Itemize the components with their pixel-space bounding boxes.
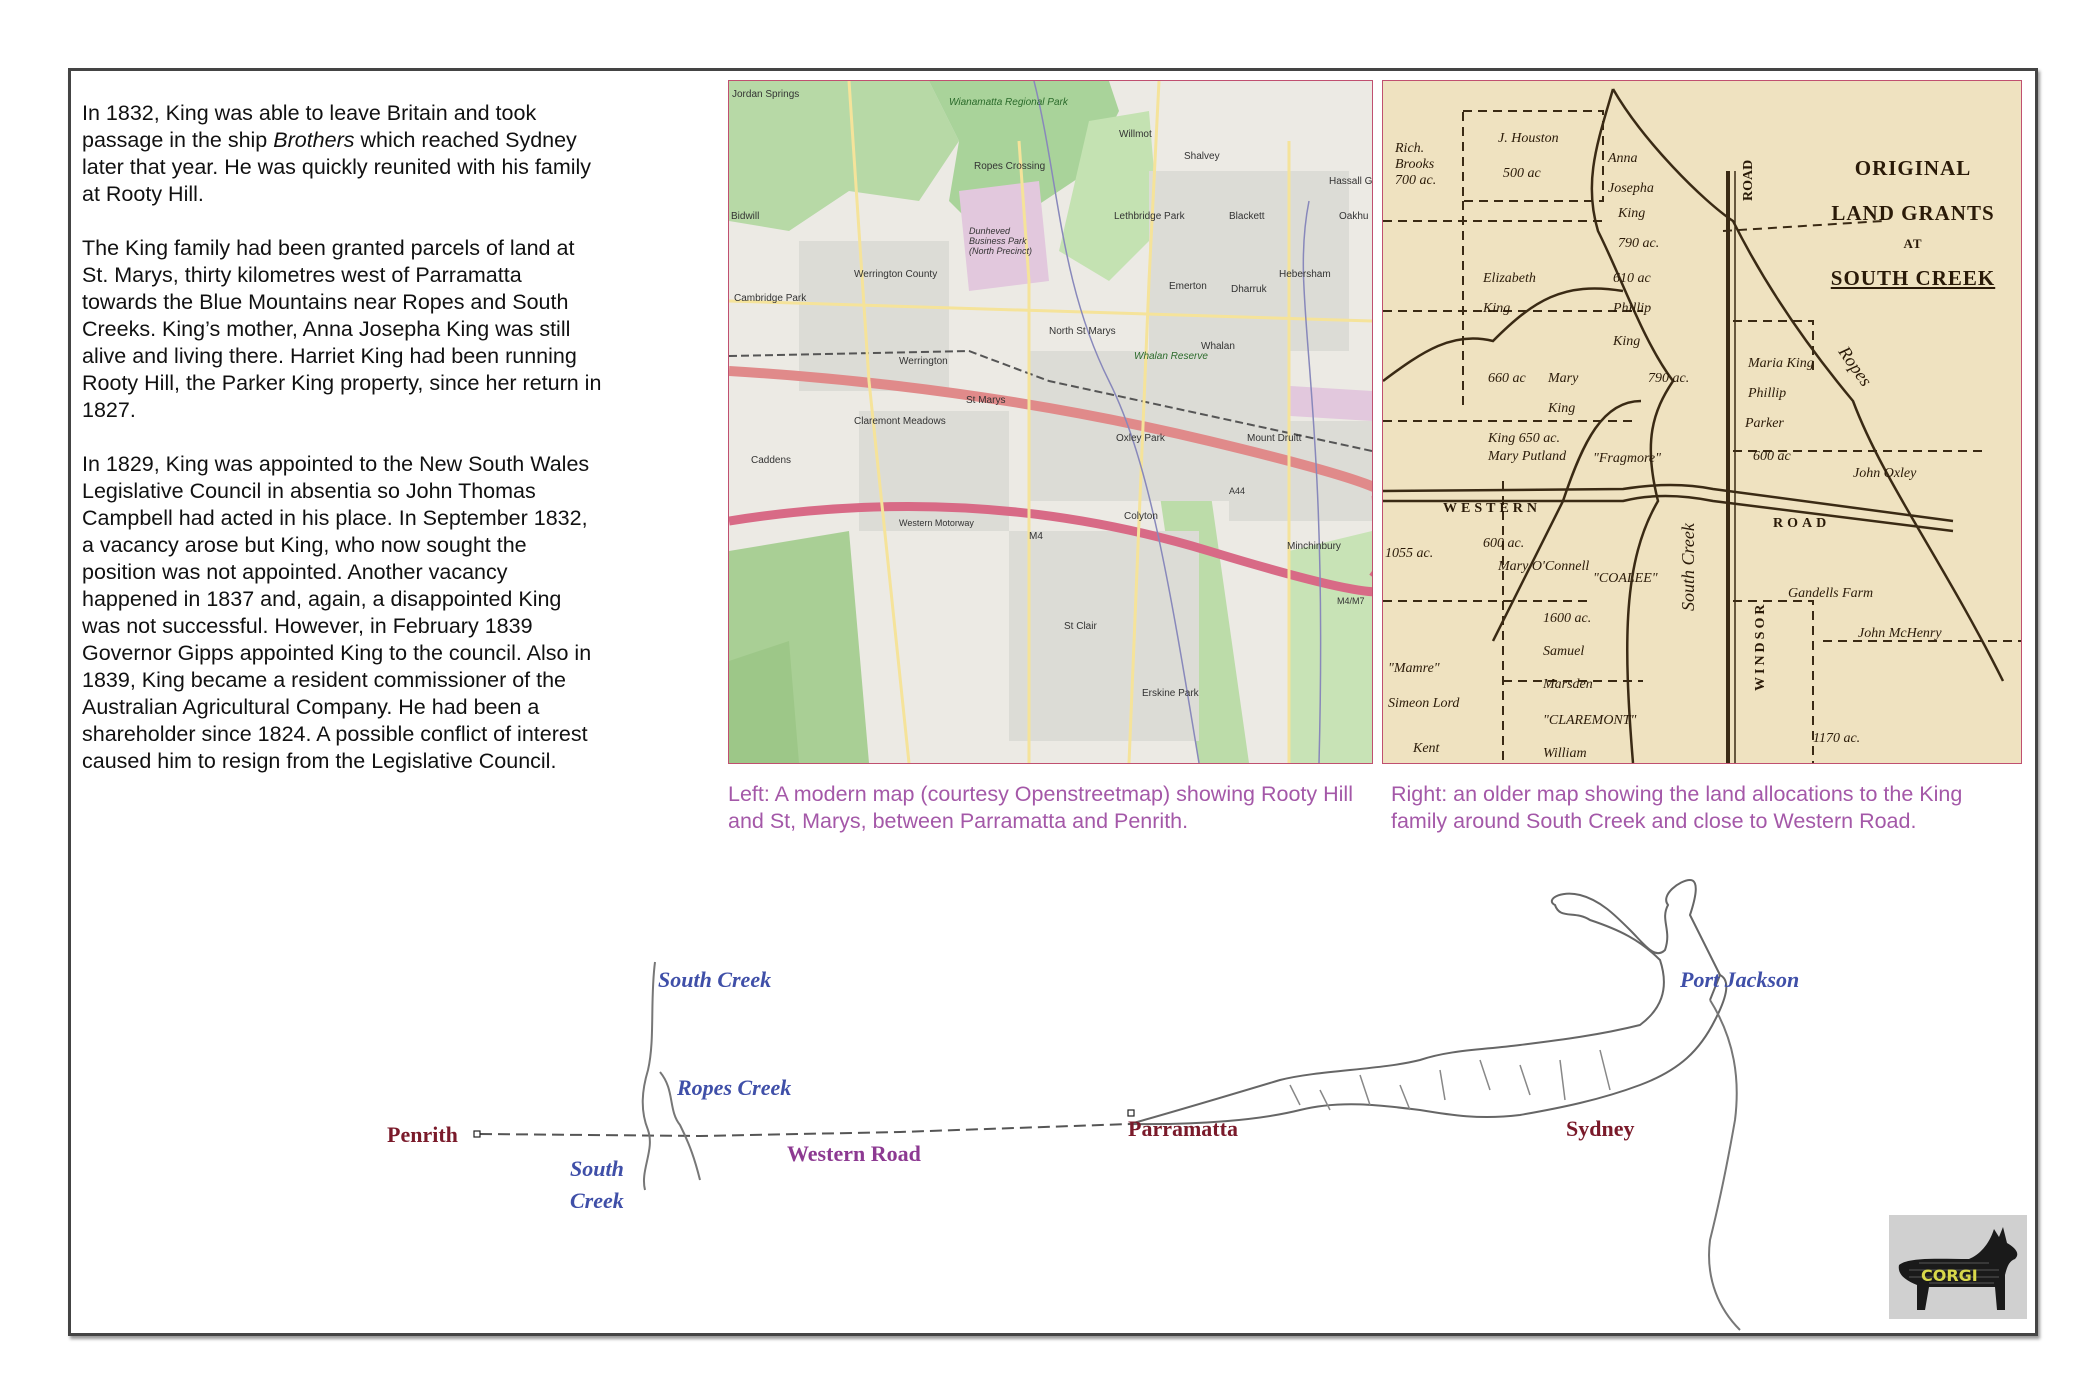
grant-label: King: [1618, 206, 1646, 221]
osm-label: Claremont Meadows: [854, 416, 946, 427]
south-creek-line: [643, 962, 655, 1190]
grant-label: 600 ac.: [1483, 536, 1525, 551]
port-jackson-label: Port Jackson: [1680, 967, 1800, 992]
grant-label: Mary Putland: [1488, 449, 1567, 464]
paragraph-2: The King family had been granted parcels of land at St. Marys, thirty kilometres west of Parramatta towards the Blue Mountains near Ropes and South Creeks. King’s mother, Anna Josepha King was still alive and living there. Harriet King had been running Rooty Hill, the Parker King property, since her return in 1827.: [82, 236, 602, 422]
osm-label: Dharruk: [1231, 284, 1267, 295]
osm-label: Whalan: [1201, 341, 1235, 352]
osm-label: A44: [1229, 486, 1246, 496]
grant-label: 610 ac: [1613, 271, 1651, 286]
corgi-icon: [1889, 1215, 2027, 1319]
osm-label: Ropes Crossing: [974, 161, 1046, 172]
western-road-label: Western Road: [787, 1141, 921, 1166]
grant-label: King: [1483, 301, 1511, 316]
grant-label: Mary O'Connell: [1498, 559, 1590, 574]
western-road-line: [480, 1124, 1130, 1136]
osm-label: North St Marys: [1049, 326, 1116, 337]
grant-label: King: [1548, 401, 1576, 416]
logo-text: CORGI: [1921, 1266, 1978, 1285]
osm-label: M4: [1029, 531, 1043, 542]
caption-left: Left: A modern map (courtesy Openstreetmap) showing Rooty Hill and St, Marys, between Parramatta and Penrith.: [728, 782, 1353, 833]
road-label: ROAD: [1773, 516, 1831, 531]
old-map-title-1: ORIGINAL: [1854, 156, 1972, 180]
south-creek-label: South Creek: [658, 967, 772, 992]
osm-label: Werrington: [899, 356, 948, 367]
osm-label: Minchinbury: [1287, 541, 1341, 552]
grant-label: J. Houston: [1498, 131, 1559, 146]
osm-label: Hebersham: [1279, 269, 1331, 280]
grant-label: King: [1613, 334, 1641, 349]
grant-label: King 650 ac.: [1488, 431, 1560, 446]
grant-label: 790 ac.: [1618, 236, 1660, 251]
grant-label: Anna: [1608, 151, 1638, 166]
grant-label: Josepha: [1608, 181, 1654, 196]
penrith-marker: [474, 1131, 480, 1137]
harbour-bays: [1290, 1050, 1610, 1110]
p1-text-a: In 1832, King was able to leave Britain and took passage in the ship: [82, 101, 537, 152]
osm-label: M4/M7: [1337, 596, 1365, 606]
grant-label: Parker: [1745, 416, 1784, 431]
old-map-title-4: SOUTH CREEK: [1830, 266, 1996, 290]
old-map-title-3: AT: [1903, 236, 1923, 251]
grant-label: "Mamre": [1388, 661, 1440, 676]
parramatta-label: Parramatta: [1128, 1116, 1238, 1141]
p1-text-b: which reached Sydney later that year. He was quickly reunited with his family at Rooty Hill.: [82, 128, 592, 206]
osm-label: St Marys: [966, 395, 1006, 406]
grant-label: 1600 ac.: [1543, 611, 1592, 626]
grant-label: "COALEE": [1593, 571, 1658, 586]
osm-label: Caddens: [751, 455, 792, 466]
osm-label: Shalvey: [1184, 151, 1220, 162]
grant-label: Mary: [1548, 371, 1579, 386]
grant-label: Phillip: [1748, 386, 1787, 401]
osm-label: Oakhu: [1339, 211, 1369, 222]
osm-label: St Clair: [1064, 621, 1097, 632]
osm-label: Cambridge Park: [734, 293, 807, 304]
south-creek-label-lower: South: [570, 1156, 624, 1181]
grant-label: John Oxley: [1853, 466, 1917, 481]
grant-label: "Fragmore": [1593, 451, 1662, 466]
grant-label: 1170 ac.: [1813, 731, 1861, 746]
creek-label: South Creek: [1678, 523, 1698, 611]
grant-label: Elizabeth: [1483, 271, 1536, 286]
osm-label: Mount Druitt: [1247, 433, 1302, 444]
osm-label: Blackett: [1229, 211, 1265, 222]
grant-label: "CLAREMONT": [1543, 713, 1637, 728]
grant-label: William: [1543, 746, 1587, 761]
osm-label: Wianamatta Regional Park: [949, 97, 1068, 108]
road-label: WESTERN: [1443, 501, 1542, 516]
osm-label: Western Motorway: [899, 518, 974, 528]
osm-label: Dunheved Business Park (North Precinct): [969, 226, 1033, 256]
south-creek-label-lower: Creek: [570, 1188, 624, 1213]
corgi-logo: [1889, 1215, 2027, 1319]
grant-label: 500 ac: [1503, 166, 1541, 181]
osm-label: Lethbridge Park: [1114, 211, 1185, 222]
grant-label: Kent: [1413, 741, 1440, 756]
road-label: WINDSOR: [1753, 601, 1768, 691]
paragraph-3: In 1829, King was appointed to the New South Wales Legislative Council in absentia so John Thomas Campbell had acted in his place. In September 1832, a vacancy arose but King, who now sought the position was not appointed. Another vacancy happened in 1837 and, again, a disappointed King was not successful. However, in February 1839 Governor Gipps appointed King to the council. Also in 1839, King became a resident commissioner of the Australian Agricultural Company. He had been a shareholder since 1824. A possible conflict of interest caused him to resign from the Legislative Council.: [82, 452, 592, 773]
grant-label: 600 ac: [1753, 449, 1791, 464]
osm-label: Willmot: [1119, 129, 1152, 140]
osm-label: Jordan Springs: [732, 89, 800, 100]
grant-label: Rich. Brooks 700 ac.: [1395, 141, 1437, 188]
grant-label: Gandells Farm: [1788, 586, 1874, 601]
ropes-creek-label: Ropes Creek: [677, 1075, 792, 1100]
old-map-title-2: LAND GRANTS: [1831, 201, 1995, 225]
grant-label: John McHenry: [1858, 626, 1942, 641]
road-label: ROAD: [1741, 159, 1756, 201]
osm-label: Bidwill: [731, 211, 760, 222]
osm-label: Oxley Park: [1116, 433, 1165, 444]
sydney-label: Sydney: [1566, 1116, 1635, 1141]
grant-label: Phillip: [1613, 301, 1652, 316]
grant-label: 1055 ac.: [1385, 546, 1434, 561]
osm-label: Emerton: [1169, 281, 1207, 292]
ship-name: Brothers: [273, 128, 355, 152]
grant-label: 790 ac.: [1648, 371, 1690, 386]
grant-label: Simeon Lord: [1388, 696, 1460, 711]
grant-label: 660 ac: [1488, 371, 1526, 386]
osm-label: Werrington County: [854, 269, 938, 280]
osm-label: Whalan Reserve: [1134, 351, 1208, 362]
osm-label: Erskine Park: [1142, 688, 1199, 699]
grant-label: Marsden: [1543, 677, 1593, 692]
grant-label: Samuel: [1543, 644, 1585, 659]
grant-label: Maria King: [1748, 356, 1814, 371]
coastline: [1709, 1000, 1740, 1330]
osm-label: Colyton: [1124, 511, 1158, 522]
penrith-label: Penrith: [387, 1122, 458, 1147]
road-label: Ropes: [1834, 342, 1877, 390]
osm-label: Hassall G: [1329, 176, 1373, 187]
caption-right: Right: an older map showing the land allocations to the King family around South Creek and close to Western Road.: [1391, 782, 1963, 833]
harbour-shore-south: [1130, 975, 1726, 1124]
